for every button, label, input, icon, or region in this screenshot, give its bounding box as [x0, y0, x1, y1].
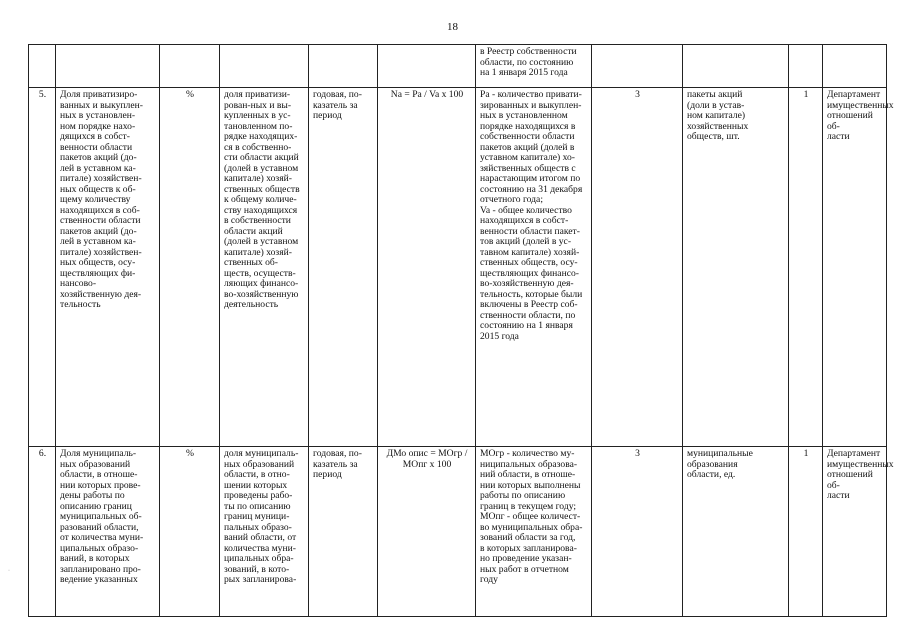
cell-definition [220, 45, 309, 88]
cell-method: 3 [592, 447, 683, 617]
cell-num: 6. [29, 447, 56, 617]
cell-name: Доля муниципаль- ных образований области, в отноше- нии которых прове- дены работы по описанию границ муниципальных об- разований области, от количества муни- ципальных образо- ваний, в которых запланировано про- ведение указанных [56, 447, 160, 617]
cell-responsible: Департамент имущественных отношений об- ласти [823, 88, 887, 447]
cell-unit [160, 45, 220, 88]
table-row-5 [29, 88, 887, 447]
cell-description: Pa - количество привати- зированных и выкуплен- ных в установленном порядке находящихся в собственности области пакетов акций (долей в уставном капитале) хо- зяйственных обществ с нарастающим итогом по состоянию на 31 декабря отчетного года; Va - общее количество находящихся в собст- венности области пакет- тов акций (долей в ус- тавном капитале) хозяй- ственных обществ, осу- ществляющих финансо- во-хозяйственную дея- тельность, которые были включены в Реестр соб- ственности области, по состоянию на 1 января 2015 года [476, 88, 592, 447]
cell-definition: доля муниципаль- ных образований области, в отно- шении которых проведены рабо- ты по описанию границ муници- пальных образо- ваний области, от количества муни- ципальных обра- зований, в кото- рых запланирова- [220, 447, 309, 617]
cell-period: годовая, по- казатель за период [309, 447, 378, 617]
cell-method: 3 [592, 88, 683, 447]
cell-code: 1 [789, 447, 823, 617]
cell-object: пакеты акций (доли в устав- ном капитале) хозяйственных обществ, шт. [683, 88, 789, 447]
table-row-continued [29, 45, 887, 88]
cell-code: 1 [789, 88, 823, 447]
cell-unit: % [160, 447, 220, 617]
cell-responsible: Департамент имущественных отношений об- ласти [823, 447, 887, 617]
cell-formula: ДМо опис = МОгр / МОпг x 100 [378, 447, 476, 617]
cell-period: годовая, по- казатель за период [309, 88, 378, 447]
cell-num: 5. [29, 88, 56, 447]
page-number: 18 [447, 21, 458, 33]
cell-responsible [823, 45, 887, 88]
cell-num [29, 45, 56, 88]
cell-formula [378, 45, 476, 88]
cell-description: в Реестр собственности области, по состоянию на 1 января 2015 года [476, 45, 592, 88]
cell-code [789, 45, 823, 88]
cell-name [56, 45, 160, 88]
cell-object: муниципальные образования области, ед. [683, 447, 789, 617]
cell-period [309, 45, 378, 88]
cell-unit: % [160, 88, 220, 447]
scan-artifact-mark: · [8, 568, 10, 574]
cell-object [683, 45, 789, 88]
cell-method [592, 45, 683, 88]
indicators-table [28, 44, 894, 617]
cell-formula: Na = Pa / Va x 100 [378, 88, 476, 447]
cell-definition: доля приватизи- рован-ных и вы- купленных в ус- тановленном по- рядке находящих- ся в собственно- сти области акций (долей в уставном капитале) хозяй- ственных обществ к общему количе- ству находящихся в собственности области акций (долей в уставном капитале) хозяй- ственных об- ществ, осуществ- ляющих финансо- во-хозяйственную деятельность [220, 88, 309, 447]
cell-name: Доля приватизиро- ванных и выкуплен- ных в установлен- ном порядке нахо- дящихся в собст- венности области пакетов акций (до- лей в уставном ка- питале) хозяйствен- ных обществ к об- щему количеству находящихся в соб- ственности области пакетов акций (до- лей в уставном ка- питале) хозяйствен- ных обществ, осу- ществляющих фи- нансово- хозяйственную дея- тельность [56, 88, 160, 447]
cell-description: МОгр - количество му- ниципальных образова- ний области, в отноше- нии которых выполнены работы по описанию границ в текущем году; МОпг - общее количест- во муниципальных обра- зований области за год, в которых запланирова- но проведение указан- ных работ в отчетном году [476, 447, 592, 617]
table-row-6 [29, 447, 887, 617]
